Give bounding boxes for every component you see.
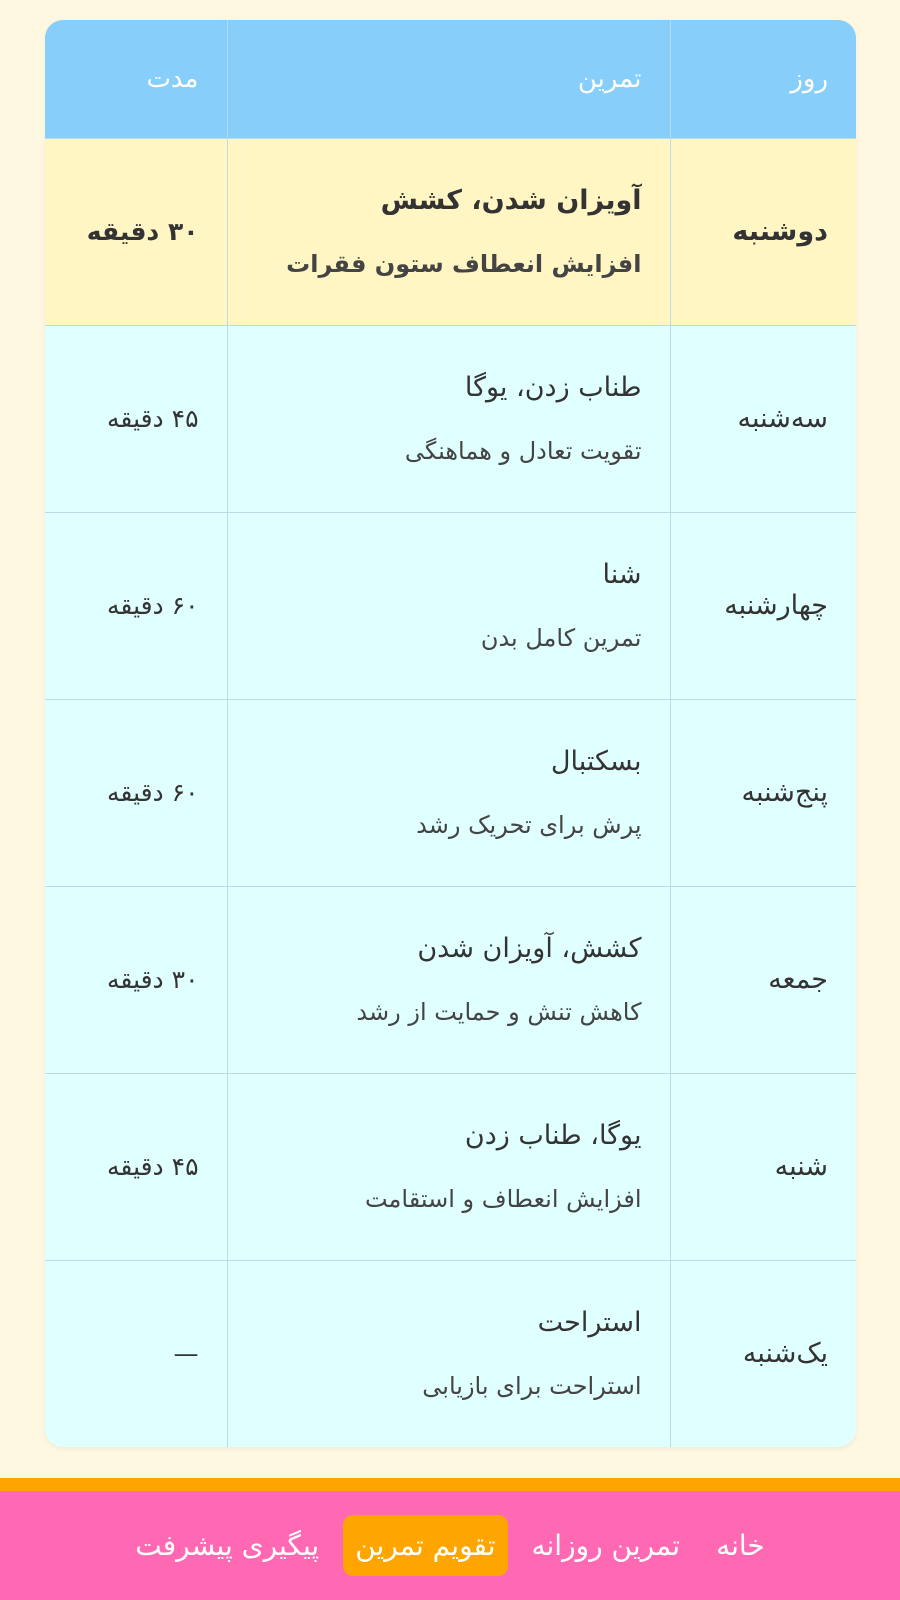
exercise-name: شنا	[602, 559, 642, 590]
exercise-cell	[227, 1260, 670, 1447]
exercise-cell	[227, 512, 670, 699]
header-day: روز	[670, 20, 856, 138]
bottom-navigation	[0, 1478, 900, 1600]
exercise-description: تمرین کامل بدن	[480, 624, 642, 652]
exercise-cell	[227, 325, 670, 512]
exercise-description: کاهش تنش و حمایت از رشد	[356, 998, 642, 1026]
exercise-cell	[227, 886, 670, 1073]
table-row	[45, 1073, 856, 1260]
day-cell: جمعه	[670, 886, 856, 1073]
exercise-cell	[227, 699, 670, 886]
exercise-name: طناب زدن، یوگا	[464, 372, 642, 403]
nav-progress-tracking[interactable]: پیگیری پیشرفت	[135, 1529, 320, 1562]
header-exercise: تمرین	[227, 20, 670, 138]
table-row	[45, 699, 856, 886]
exercise-cell	[227, 138, 670, 325]
duration-cell: ۴۵ دقیقه	[45, 325, 227, 512]
duration-cell: ۶۰ دقیقه	[45, 699, 227, 886]
duration-cell: ۴۵ دقیقه	[45, 1073, 227, 1260]
day-cell: سه‌شنبه	[670, 325, 856, 512]
exercise-description: استراحت برای بازیابی	[422, 1372, 642, 1401]
duration-cell: —	[45, 1260, 227, 1447]
exercise-description: پرش برای تحریک رشد	[416, 811, 642, 839]
exercise-name: بسکتبال	[550, 746, 642, 777]
table-row	[45, 886, 856, 1073]
nav-workout-calendar[interactable]: تقویم تمرین	[343, 1515, 507, 1576]
exercise-description: تقویت تعادل و هماهنگی	[404, 437, 642, 465]
day-cell: چهارشنبه	[670, 512, 856, 699]
duration-cell: ۳۰ دقیقه	[45, 886, 227, 1073]
nav-home[interactable]: خانه	[716, 1529, 765, 1562]
schedule-table-container	[45, 20, 856, 1447]
exercise-name: آویزان شدن، کشش	[380, 185, 642, 216]
table-row	[45, 138, 856, 325]
exercise-name: استراحت	[537, 1307, 642, 1339]
duration-cell: ۶۰ دقیقه	[45, 512, 227, 699]
exercise-description: افزایش انعطاف ستون فقرات	[286, 250, 642, 278]
exercise-name: یوگا، طناب زدن	[464, 1120, 642, 1151]
header-duration: مدت	[45, 20, 227, 138]
table-row	[45, 325, 856, 512]
nav-daily-workout[interactable]: تمرین روزانه	[531, 1529, 681, 1562]
exercise-description: افزایش انعطاف و استقامت	[364, 1185, 642, 1213]
table-row	[45, 1260, 856, 1447]
day-cell: پنج‌شنبه	[670, 699, 856, 886]
exercise-name: کشش، آویزان شدن	[417, 933, 642, 964]
table-header-row	[45, 20, 856, 138]
schedule-table	[45, 20, 856, 1447]
day-cell: یک‌شنبه	[670, 1260, 856, 1447]
exercise-cell	[227, 1073, 670, 1260]
day-cell: شنبه	[670, 1073, 856, 1260]
table-row	[45, 512, 856, 699]
day-cell: دوشنبه	[670, 138, 856, 325]
duration-cell: ۳۰ دقیقه	[45, 138, 227, 325]
